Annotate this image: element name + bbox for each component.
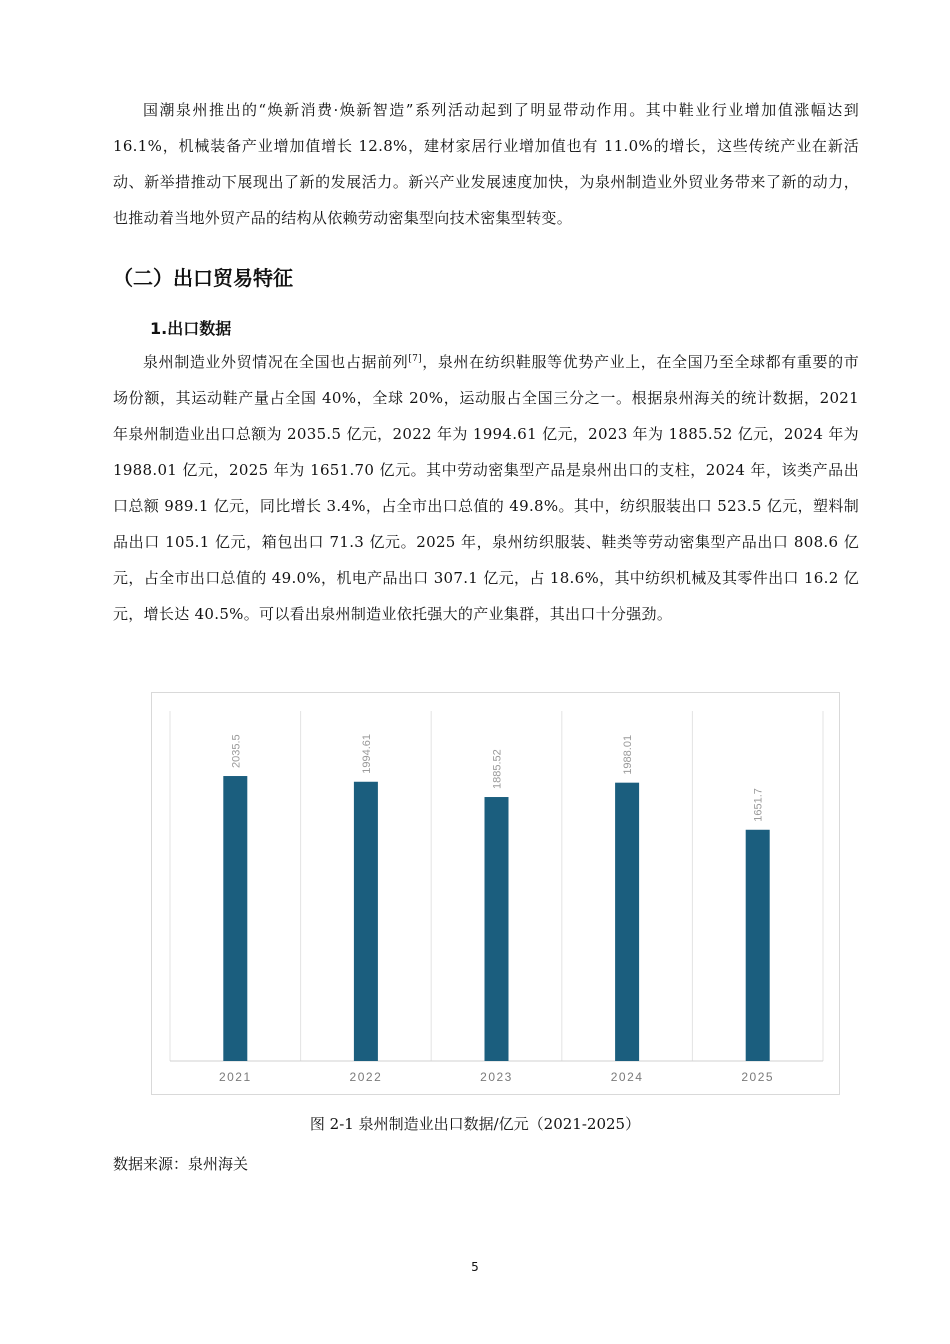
intro-paragraph: 国潮泉州推出的“焕新消费·焕新智造”系列活动起到了明显带动作用。其中鞋业行业增加值涨幅达到 16.1%，机械装备产业增加值增长 12.8%，建材家居行业增加值也有 11.0%的增长，这些传统产业在新活动、新举措推动下展现出了新的发展活力。新兴产业发展速度加快，为泉州制造业外贸业务带来了新的动力，也推动着当地外贸产品的结构从依赖劳动密集型向技术密集型转变。 (113, 101, 859, 227)
bar-2022 (354, 782, 378, 1061)
figure-caption: 图 2-1 泉州制造业出口数据/亿元（2021-2025） (309, 1115, 641, 1133)
export-data-paragraph (113, 344, 859, 632)
export-bar-chart (151, 692, 840, 1095)
subsection-heading: 1.出口数据 (150, 319, 232, 338)
data-label: 2035.5 (230, 734, 243, 769)
chart-canvas (152, 693, 841, 1096)
data-label: 1994.61 (360, 733, 373, 774)
x-tick-label: 2022 (349, 1070, 383, 1084)
paragraph-text-before-ref: 泉州制造业外贸情况在全国也占据前列 (143, 353, 409, 371)
paragraph-text-after-ref: ，泉州在纺织鞋服等优势产业上，在全国乃至全球都有重要的市场份额，其运动鞋产量占全国 40%，全球 20%，运动服占全国三分之一。根据泉州海关的统计数据，2021 年泉州制造业出口总额为 2035.5 亿元，2022 年为 1994.61 亿元，2023 年为 1885.52 亿元，2024 年为 1988.01 亿元，2025 年为 1651.70 亿元。其中劳动密集型产品是泉州出口的支柱，2024 年，该类产品出口总额 989.1 亿元，同比增长 3.4%，占全市出口总值的 49.8%。其中，纺织服装出口 523.5 亿元，塑料制品出口 105.1 亿元，箱包出口 71.3 亿元。2025 年，泉州纺织服装、鞋类等劳动密集型产品出口 808.6 亿元，占全市出口总值的 49.0%，机电产品出口 307.1 亿元，占 18.6%，其中纺织机械及其零件出口 16.2 亿元，增长达 40.5%。可以看出泉州制造业依托强大的产业集群，其出口十分强劲。 (113, 353, 859, 623)
data-label: 1988.01 (622, 734, 635, 775)
bar-2024 (615, 783, 639, 1061)
x-tick-label: 2024 (610, 1070, 644, 1084)
section-heading: （二）出口贸易特征 (113, 266, 293, 290)
data-label: 1651.7 (752, 788, 765, 822)
bar-2023 (485, 797, 509, 1061)
bar-2021 (223, 776, 247, 1061)
data-label: 1885.52 (491, 749, 504, 790)
x-tick-label: 2023 (480, 1070, 513, 1084)
citation-ref[interactable]: [7] (408, 354, 422, 364)
data-source-note: 数据来源：泉州海关 (113, 1155, 249, 1173)
bar-2025 (746, 830, 770, 1061)
x-tick-label: 2025 (741, 1070, 775, 1084)
page-number: 5 (471, 1260, 479, 1274)
x-tick-label: 2021 (218, 1070, 252, 1084)
